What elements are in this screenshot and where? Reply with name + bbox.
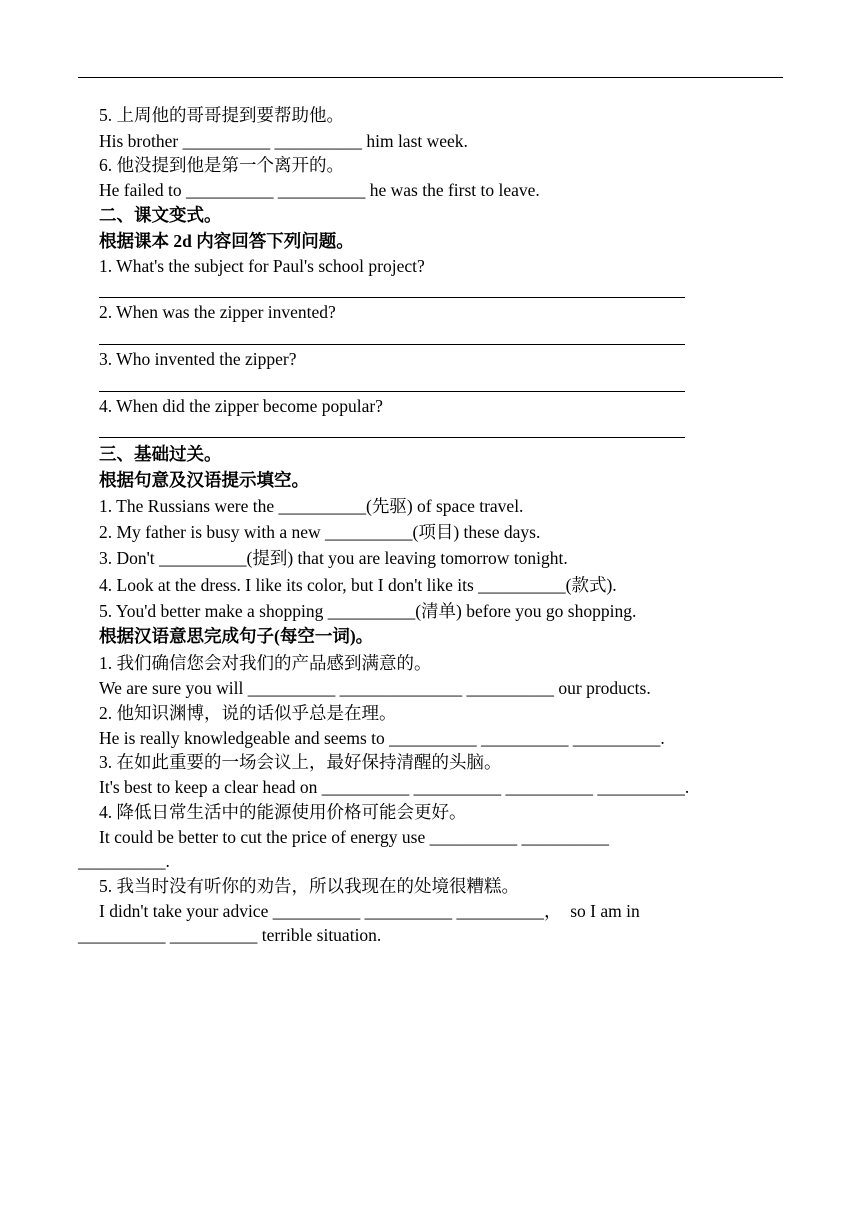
question-3: 3. Who invented the zipper? [99,349,297,369]
header-rule [78,77,783,78]
fill-5: 5. You'd better make a shopping __________(清单) before you go shopping. [99,601,637,621]
translate-instruction: 根据汉语意思完成句子(每空一词)。 [99,626,374,646]
translate-5-continuation: __________ __________ terrible situation. [78,925,382,945]
translate-4-continuation: __________. [78,851,170,871]
section-2-heading: 二、课文变式。 [99,205,222,225]
translate-3-chinese: 3. 在如此重要的一场会议上，最好保持清醒的头脑。 [99,752,502,772]
q6-chinese: 6. 他没提到他是第一个离开的。 [99,155,344,175]
fill-in-instruction: 根据句意及汉语提示填空。 [99,470,309,490]
translate-5-english: I didn't take your advice __________ __________ __________， so I am in [99,901,640,921]
section-3-heading: 三、基础过关。 [99,444,222,464]
answer-line-3 [99,391,685,392]
translate-2-chinese: 2. 他知识渊博，说的话似乎总是在理。 [99,703,397,723]
translate-3-english: It's best to keep a clear head on __________ __________ __________ __________. [99,777,690,797]
q5-english: His brother __________ __________ him last week. [99,131,468,151]
fill-2: 2. My father is busy with a new __________(项目) these days. [99,522,541,542]
fill-4: 4. Look at the dress. I like its color, but I don't like its __________(款式). [99,575,617,595]
translate-5-chinese: 5. 我当时没有听你的劝告，所以我现在的处境很糟糕。 [99,876,519,896]
translate-2-english: He is really knowledgeable and seems to __________ __________ __________. [99,728,665,748]
fill-1: 1. The Russians were the __________(先驱) of space travel. [99,496,524,516]
question-2: 2. When was the zipper invented? [99,302,336,322]
translate-4-chinese: 4. 降低日常生活中的能源使用价格可能会更好。 [99,802,467,822]
translate-4-english: It could be better to cut the price of energy use __________ __________ [99,827,609,847]
question-4: 4. When did the zipper become popular? [99,396,383,416]
question-1: 1. What's the subject for Paul's school project? [99,256,425,276]
answer-line-1 [99,297,685,298]
answer-line-2 [99,344,685,345]
fill-3: 3. Don't __________(提到) that you are leaving tomorrow tonight. [99,548,568,568]
translate-1-english: We are sure you will __________ ______________ __________ our products. [99,678,651,698]
section-2-instruction: 根据课本 2d 内容回答下列问题。 [99,231,354,251]
translate-1-chinese: 1. 我们确信您会对我们的产品感到满意的。 [99,653,432,673]
answer-line-4 [99,437,685,438]
q6-english: He failed to __________ __________ he was the first to leave. [99,180,540,200]
q5-chinese: 5. 上周他的哥哥提到要帮助他。 [99,105,344,125]
